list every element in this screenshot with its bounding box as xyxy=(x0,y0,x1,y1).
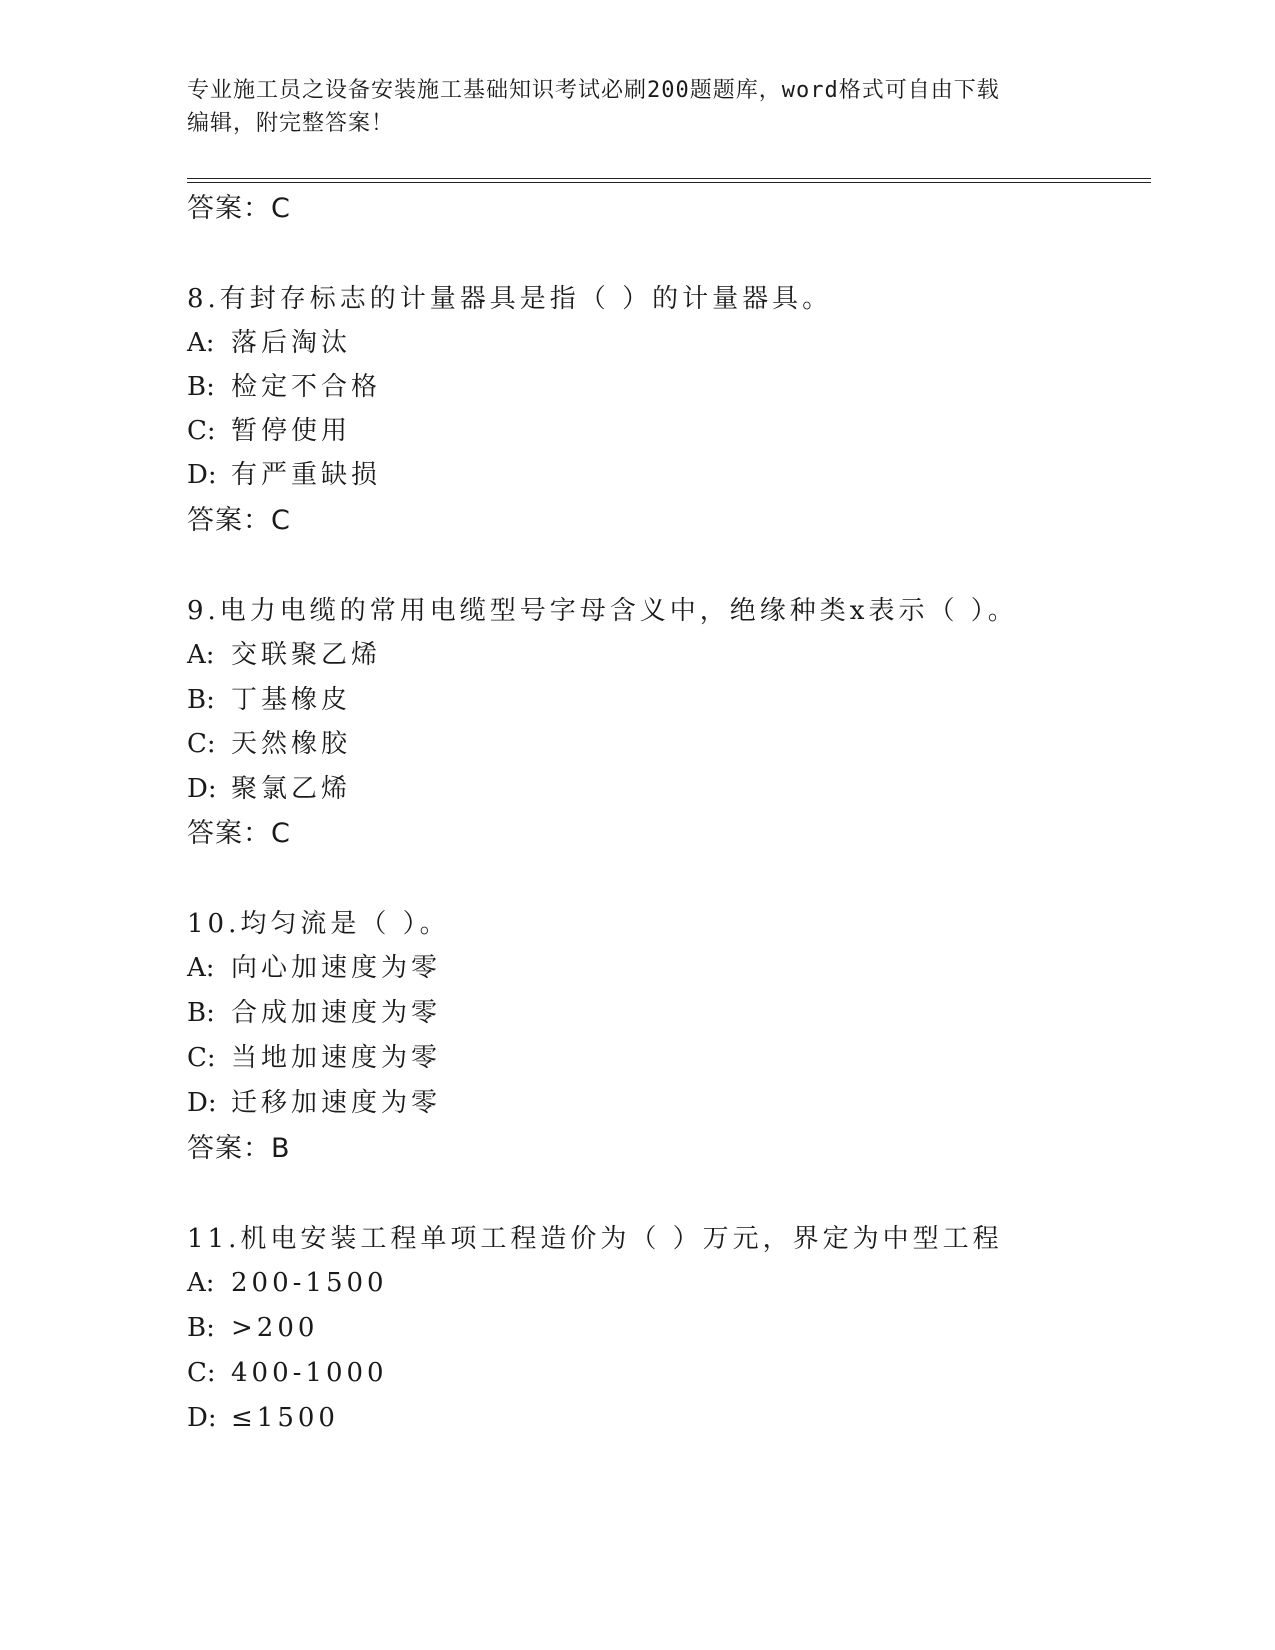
option-text: 聚氯乙烯 xyxy=(231,774,352,804)
option-letter: C: xyxy=(187,1358,216,1388)
option-text: 当地加速度为零 xyxy=(231,1043,442,1073)
option-letter: C: xyxy=(187,729,216,759)
option-letter: D: xyxy=(187,774,217,804)
option-letter: C: xyxy=(187,416,216,446)
option-letter: A: xyxy=(187,640,215,670)
header-divider-top xyxy=(187,178,1151,179)
option-text: ≤1500 xyxy=(231,1403,339,1433)
q10-option-c xyxy=(187,1041,441,1075)
option-letter: A: xyxy=(187,1268,215,1298)
header-line-2: 编辑，附完整答案！ xyxy=(187,111,395,136)
option-letter: A: xyxy=(187,328,215,358)
q11-option-c xyxy=(187,1356,388,1390)
q8-option-c xyxy=(187,414,351,448)
q9-option-b xyxy=(187,683,351,717)
question-9: 9.电力电缆的常用电缆型号字母含义中，绝缘种类x表示（ ）。 xyxy=(187,596,1018,626)
option-text: >200 xyxy=(231,1313,319,1343)
option-text: 合成加速度为零 xyxy=(231,998,442,1028)
option-text: 交联聚乙烯 xyxy=(231,640,382,670)
option-text: 落后淘汰 xyxy=(231,328,352,358)
q10-option-a xyxy=(187,951,441,985)
q9-option-c xyxy=(187,727,351,761)
answer-10: 答案：B xyxy=(187,1133,291,1164)
document-header xyxy=(187,74,1087,140)
option-text: 天然橡胶 xyxy=(231,729,352,759)
option-letter: D: xyxy=(187,1403,217,1433)
option-letter: A: xyxy=(187,953,215,983)
option-letter: C: xyxy=(187,1043,216,1073)
option-letter: B: xyxy=(187,372,215,402)
option-text: 迁移加速度为零 xyxy=(231,1088,442,1118)
q11-option-a xyxy=(187,1266,388,1300)
q9-option-a xyxy=(187,638,381,672)
question-10: 10.均匀流是（ ）。 xyxy=(187,909,450,939)
question-11: 11.机电安装工程单项工程造价为（ ）万元，界定为中型工程 xyxy=(187,1224,1003,1254)
option-letter: B: xyxy=(187,998,215,1028)
option-text: 丁基橡皮 xyxy=(231,685,352,715)
q9-option-d xyxy=(187,772,351,806)
header-divider-bottom xyxy=(187,182,1151,183)
header-line-1: 专业施工员之设备安装施工基础知识考试必刷200题题库，word格式可自由下载 xyxy=(187,78,1000,103)
option-text: 有严重缺损 xyxy=(231,460,382,490)
answer-7: 答案：C xyxy=(187,193,291,224)
option-text: 检定不合格 xyxy=(231,372,382,402)
q8-option-a xyxy=(187,326,351,360)
q10-option-b xyxy=(187,996,441,1030)
option-text: 暂停使用 xyxy=(231,416,352,446)
answer-9: 答案：C xyxy=(187,818,291,849)
option-letter: D: xyxy=(187,460,217,490)
option-letter: B: xyxy=(187,685,215,715)
question-8: 8.有封存标志的计量器具是指（ ）的计量器具。 xyxy=(187,284,833,314)
q11-option-d xyxy=(187,1401,339,1435)
q10-option-d xyxy=(187,1086,441,1120)
q11-option-b xyxy=(187,1311,318,1345)
answer-8: 答案：C xyxy=(187,505,291,536)
option-text: 200-1500 xyxy=(231,1268,388,1298)
option-letter: D: xyxy=(187,1088,217,1118)
option-text: 400-1000 xyxy=(231,1358,388,1388)
q8-option-d xyxy=(187,458,381,492)
option-letter: B: xyxy=(187,1313,215,1343)
q8-option-b xyxy=(187,370,381,404)
option-text: 向心加速度为零 xyxy=(231,953,442,983)
